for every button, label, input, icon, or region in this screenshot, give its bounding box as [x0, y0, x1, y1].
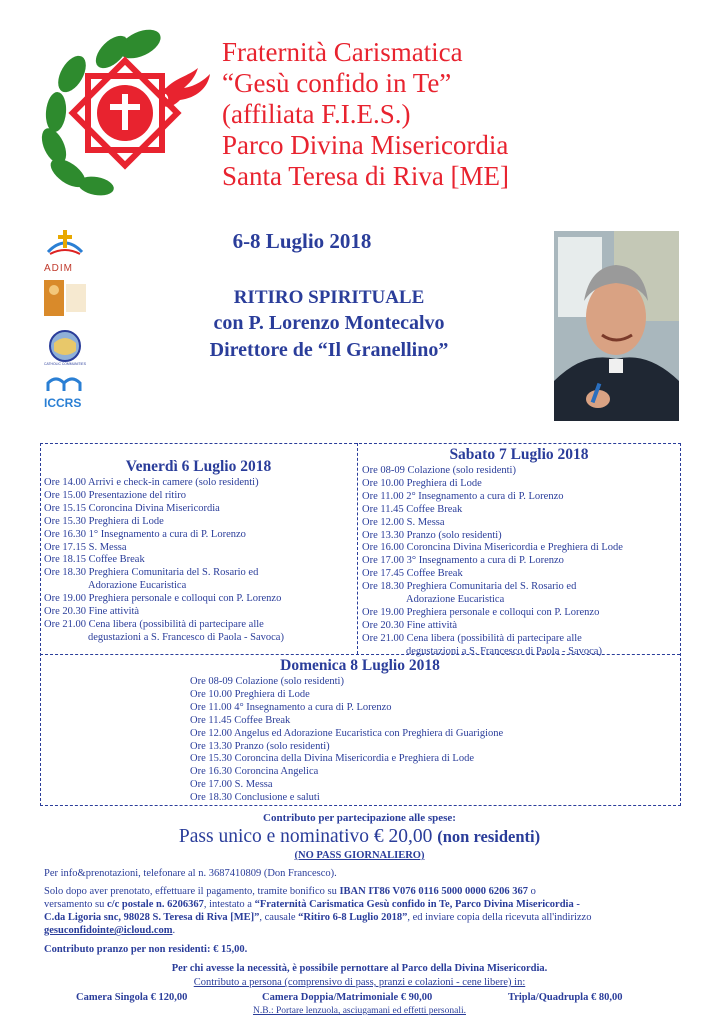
schedule-item: Ore 12.00 Angelus ed Adorazione Eucaristica con Preghiera di Guarigione — [190, 727, 504, 739]
star-frame-icon — [73, 61, 178, 166]
payment-text: versamento su — [44, 899, 107, 910]
event-dates: 6-8 Luglio 2018 — [232, 229, 372, 253]
schedule-item-text: Adorazione Eucaristica — [406, 594, 505, 606]
schedule-item: Ore 17.00 3° Insegnamento a cura di P. Lorenzo — [362, 555, 564, 567]
payment-text: . — [172, 925, 176, 936]
schedule-item: Ore 16.30 1° Insegnamento a cura di P. Lorenzo — [44, 528, 246, 540]
contact-info: Per info&prenotazioni, telefonare al n. 3687410809 (Don Francesco). — [44, 868, 337, 879]
iban: IBAN IT86 V076 0116 5000 0000 6206 367 — [339, 886, 529, 897]
account-holder: “Fraternità Carismatica Gesù confido in Te, Parco Divina Misericordia - — [254, 899, 580, 910]
postal-account: c/c postale n. 6206367 — [107, 899, 204, 910]
no-daily-pass: (NO PASS GIORNALIERO) — [294, 850, 425, 861]
schedule-item: Ore 21.00 Cena libera (possibilità di partecipare alle — [362, 632, 582, 644]
schedule-item: Ore 21.00 Cena libera (possibilità di partecipare alle — [44, 618, 264, 630]
friday-schedule — [44, 477, 284, 645]
saint-image-icon — [44, 280, 86, 316]
schedule-item: Ore 10.00 Preghiera di Lode — [362, 477, 482, 489]
schedule-item: Ore 08-09 Colazione (solo residenti) — [190, 676, 344, 687]
schedule-item: Ore 20.30 Fine attività — [44, 606, 140, 618]
schedule-item: Ore 19.00 Preghiera personale e colloqui con P. Lorenzo — [362, 606, 600, 618]
overnight-intro: Per chi avesse la necessità, è possibile pernottare al Parco della Divina Misericordia. — [171, 963, 548, 974]
payment-line-4 — [44, 925, 175, 936]
schedule-item: Ore 15.00 Presentazione del ritiro — [44, 489, 186, 501]
payment-line-2 — [44, 899, 580, 910]
schedule-item: Ore 19.00 Preghiera personale e colloqui con P. Lorenzo — [44, 593, 282, 605]
event-title: RITIRO SPIRITUALE — [233, 287, 425, 308]
contribution-label: Contributo per partecipazione alle spese: — [263, 812, 456, 824]
payment-causale: “Ritiro 6-8 Luglio 2018” — [298, 912, 408, 923]
room-triple: Tripla/Quadrupla € 80,00 — [508, 992, 623, 1003]
schedule-item: Ore 13.30 Pranzo (solo residenti) — [190, 740, 330, 752]
schedule-item-continued — [44, 580, 284, 593]
sunday-title: Domenica 8 Luglio 2018 — [280, 657, 440, 674]
schedule-item: Ore 11.00 2° Insegnamento a cura di P. Lorenzo — [362, 490, 564, 502]
title-line-3: (affiliata F.I.E.S.) — [222, 99, 411, 129]
schedule-item: Ore 18.30 Conclusione e saluti — [190, 792, 320, 804]
event-speaker: con P. Lorenzo Montecalvo — [213, 312, 445, 334]
side-logos — [44, 226, 88, 410]
title-line-2: “Gesù confido in Te” — [222, 68, 452, 98]
payment-line-3 — [44, 912, 591, 923]
schedule-item: Ore 16.00 Coroncina Divina Misericordia e Preghiera di Lode — [362, 542, 623, 554]
event-role: Direttore de “Il Granellino” — [209, 339, 449, 361]
contribution-pass — [0, 826, 719, 848]
title-line-1: Fraternità Carismatica — [222, 37, 463, 67]
schedule-item: Ore 17.15 S. Messa — [44, 541, 127, 553]
title-line-4: Parco Divina Misericordia — [222, 130, 509, 160]
lunch-contribution: Contributo pranzo per non residenti: € 15,00. — [44, 944, 248, 955]
schedule-item-text: degustazioni a S. Francesco di Paola - Savoca) — [406, 645, 602, 657]
schedule-item: Ore 20.30 Fine attività — [362, 619, 458, 631]
fraternity-logo — [38, 28, 223, 198]
payment-text: , intestato a — [203, 899, 255, 910]
schedule-item-text: degustazioni a S. Francesco di Paola - Savoca) — [88, 631, 284, 643]
pass-note: (non residenti) — [437, 827, 541, 846]
sunday-schedule — [190, 676, 503, 805]
schedule-item: Ore 14.00 Arrivi e check-in camere (solo residenti) — [44, 477, 259, 488]
payment-line-1 — [44, 886, 536, 897]
schedule-divider-vertical — [357, 443, 358, 654]
saturday-schedule — [362, 465, 623, 659]
schedule-item-text: Adorazione Eucaristica — [88, 580, 187, 592]
schedule-item: Ore 11.00 4° Insegnamento a cura di P. Lorenzo — [190, 701, 392, 713]
schedule-item: Ore 10.00 Preghiera di Lode — [190, 688, 310, 700]
catholic-communities-logo — [44, 329, 86, 369]
schedule-item: Ore 15.15 Coroncina Divina Misericordia — [44, 502, 220, 514]
schedule-item: Ore 18.15 Coffee Break — [44, 554, 145, 566]
globe-icon — [44, 329, 86, 363]
schedule-item: Ore 18.30 Preghiera Comunitaria del S. Rosario ed — [44, 567, 259, 579]
schedule-item: Ore 08-09 Colazione (solo residenti) — [362, 465, 516, 476]
payment-text: , causale — [259, 912, 299, 923]
account-holder-address: C.da Ligoria snc, 98028 S. Teresa di Riva [ME]” — [44, 912, 260, 923]
payment-text: , ed inviare copia della ricevuta all'indirizzo — [407, 912, 592, 923]
iccrs-arch-icon — [44, 375, 86, 391]
header-title — [222, 37, 509, 192]
room-double: Camera Doppia/Matrimoniale € 90,00 — [262, 992, 433, 1003]
church-logo-icon — [44, 226, 86, 256]
schedule-item: Ore 16.30 Coroncina Angelica — [190, 766, 319, 778]
schedule-item: Ore 12.00 S. Messa — [362, 516, 445, 528]
overnight-note: N.B.: Portare lenzuola, asciugamani ed effetti personali. — [253, 1006, 466, 1016]
overnight-per-person: Contributo a persona (comprensivo di pass, pranzi e colazioni - cene libere) in: — [193, 977, 526, 988]
payment-text: o — [528, 886, 536, 897]
schedule-item: Ore 18.30 Preghiera Comunitaria del S. Rosario ed — [362, 581, 577, 593]
room-single: Camera Singola € 120,00 — [76, 992, 188, 1003]
schedule-item: Ore 17.00 S. Messa — [190, 779, 273, 791]
speaker-photo — [554, 231, 679, 421]
schedule-item: Ore 15.30 Preghiera di Lode — [44, 515, 164, 527]
schedule-item: Ore 13.30 Pranzo (solo residenti) — [362, 529, 502, 541]
schedule-item: Ore 11.45 Coffee Break — [362, 503, 463, 515]
email-link[interactable]: gesuconfidointe@icloud.com — [44, 925, 173, 936]
title-line-5: Santa Teresa di Riva [ME] — [222, 161, 510, 191]
iccrs-logo: ICCRS — [44, 396, 82, 410]
schedule-item-continued — [44, 632, 284, 645]
adim-logo: ADIM — [44, 263, 73, 274]
catholic-communities-label: CATHOLIC COMMUNITIES — [44, 362, 86, 366]
saturday-title: Sabato 7 Luglio 2018 — [449, 446, 589, 463]
schedule-item-continued — [362, 594, 623, 607]
pass-price: Pass unico e nominativo € 20,00 — [178, 826, 433, 847]
payment-text: Solo dopo aver prenotato, effettuare il pagamento, tramite bonifico su — [44, 886, 340, 897]
schedule-item: Ore 17.45 Coffee Break — [362, 568, 463, 580]
friday-title: Venerdì 6 Luglio 2018 — [125, 458, 272, 475]
schedule-item: Ore 15.30 Coroncina della Divina Misericordia e Preghiera di Lode — [190, 753, 474, 765]
schedule-item: Ore 11.45 Coffee Break — [190, 714, 291, 726]
